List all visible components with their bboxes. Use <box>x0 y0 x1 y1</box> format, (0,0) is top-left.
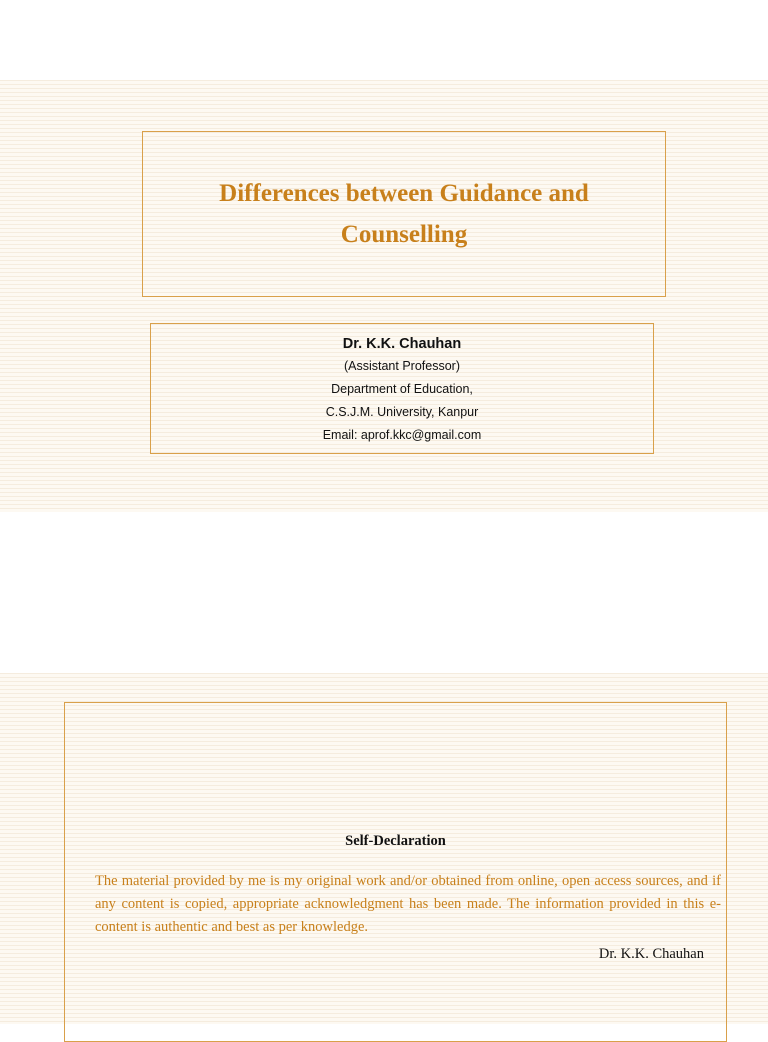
declaration-slide <box>0 673 768 1024</box>
declaration-body: The material provided by me is my original work and/or obtained from online, open access sources, and if any content is copied, appropriate acknowledgment has been made. The information provided in this e-content is authentic and best as per knowledge. <box>95 873 721 935</box>
author-role: (Assistant Professor) <box>343 359 460 373</box>
author-department: Department of Education, <box>331 382 473 396</box>
title-slide <box>0 80 768 512</box>
declaration-box <box>64 702 727 1042</box>
author-info-box <box>150 323 654 454</box>
author-email: Email: aprof.kkc@gmail.com <box>322 428 482 442</box>
declaration-signature: Dr. K.K. Chauhan <box>598 946 704 962</box>
page-title: Differences between Guidance and Counselling <box>219 180 589 248</box>
author-university: C.S.J.M. University, Kanpur <box>325 405 479 419</box>
title-box <box>142 131 666 297</box>
author-name: Dr. K.K. Chauhan <box>342 336 462 352</box>
declaration-heading: Self-Declaration <box>345 833 446 849</box>
